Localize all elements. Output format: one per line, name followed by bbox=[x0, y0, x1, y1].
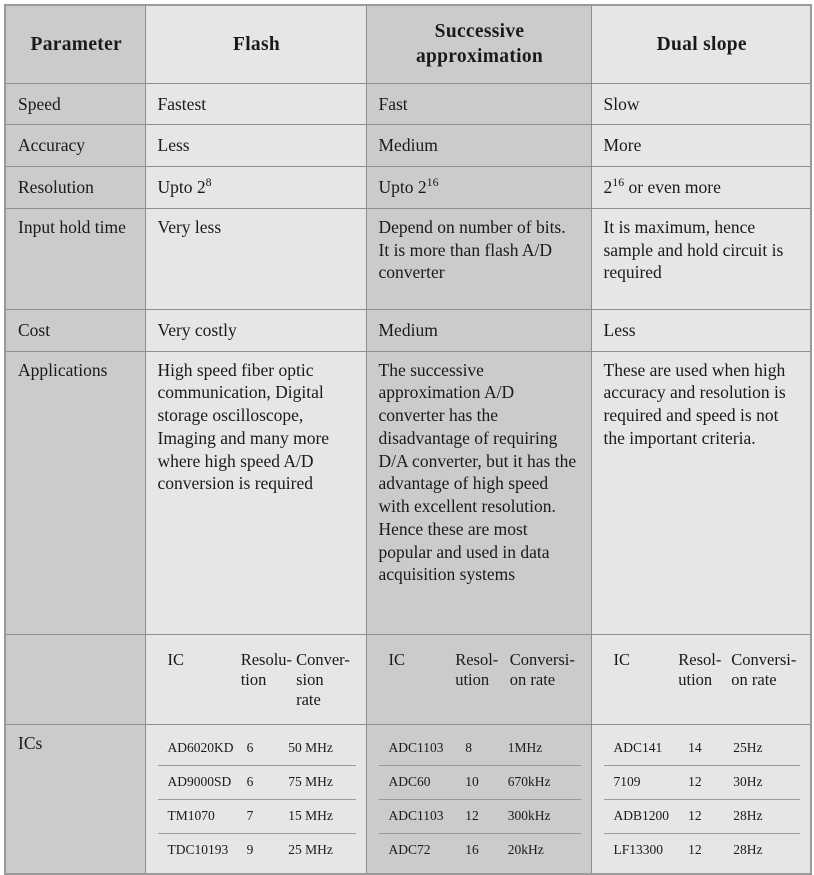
resolution-successive-base: Upto 2 bbox=[378, 177, 427, 198]
ic-conversion-rate: 20kHz bbox=[504, 833, 581, 866]
ic-name: TDC10193 bbox=[158, 833, 241, 866]
cell-input-hold-time-flash: Very less bbox=[145, 208, 366, 309]
ic-resolution: 12 bbox=[682, 765, 729, 799]
row-label-applications: Applications bbox=[5, 351, 145, 634]
ic-subheader-flash-resolution: Resolu- tion bbox=[240, 649, 293, 689]
ic-resolution: 7 bbox=[241, 799, 285, 833]
table-row-accuracy bbox=[5, 125, 811, 167]
ic-resolution: 8 bbox=[465, 740, 473, 756]
cell-resolution-successive bbox=[366, 167, 591, 209]
ic-subheader-row bbox=[5, 634, 811, 724]
ic-conversion-rate: 75 MHz bbox=[284, 765, 355, 799]
ic-name: ADC141 bbox=[613, 740, 663, 756]
ic-resolution: 6 bbox=[246, 740, 254, 756]
ic-name: ADC60 bbox=[379, 765, 460, 799]
ic-resolution: 12 bbox=[459, 799, 503, 833]
cell-cost-flash: Very costly bbox=[145, 309, 366, 351]
ic-resolution: 12 bbox=[682, 799, 729, 833]
ic-subheader-blank bbox=[5, 634, 145, 724]
ic-resolution: 14 bbox=[688, 740, 702, 756]
header-parameter: Parameter bbox=[5, 5, 145, 83]
table-row bbox=[604, 732, 801, 765]
table-row bbox=[604, 765, 801, 799]
ic-subheader-dual bbox=[591, 634, 811, 724]
cell-accuracy-dual: More bbox=[591, 125, 811, 167]
table-row bbox=[604, 799, 801, 833]
table-row-resolution bbox=[5, 167, 811, 209]
table-row-speed bbox=[5, 83, 811, 125]
ic-conversion-rate: 30Hz bbox=[729, 765, 800, 799]
ic-name: TM1070 bbox=[158, 799, 241, 833]
table-row-ics bbox=[5, 725, 811, 875]
ic-resolution: 10 bbox=[459, 765, 503, 799]
ic-subheader-successive bbox=[366, 634, 591, 724]
header-successive-approximation: Successive approximation bbox=[366, 5, 591, 83]
cell-applications-dual: These are used when high accuracy and resolution is required and speed is not the important criteria. bbox=[591, 351, 811, 634]
ic-subheader-flash bbox=[145, 634, 366, 724]
table-row bbox=[379, 732, 581, 765]
row-label-ics: ICs bbox=[5, 725, 145, 875]
ic-list-dual bbox=[591, 725, 811, 875]
cell-accuracy-successive: Medium bbox=[366, 125, 591, 167]
cell-applications-flash: High speed fiber optic communication, Digital storage oscilloscope, Imaging and many more where high speed A/D conversion is required bbox=[145, 351, 366, 634]
table-row-cost bbox=[5, 309, 811, 351]
table-row bbox=[158, 765, 356, 799]
ic-resolution: 6 bbox=[241, 765, 285, 799]
header-flash: Flash bbox=[145, 5, 366, 83]
ic-resolution: 16 bbox=[459, 833, 503, 866]
table-row-applications bbox=[5, 351, 811, 634]
cell-resolution-flash bbox=[145, 167, 366, 209]
ic-name: ADC72 bbox=[379, 833, 460, 866]
ic-subheader-dual-ic: IC bbox=[613, 649, 630, 669]
table-row-input-hold-time bbox=[5, 208, 811, 309]
table-row bbox=[379, 799, 581, 833]
row-label-accuracy: Accuracy bbox=[5, 125, 145, 167]
table-row bbox=[379, 833, 581, 866]
cell-speed-flash: Fastest bbox=[145, 83, 366, 125]
ic-conversion-rate: 1MHz bbox=[507, 740, 543, 756]
ic-resolution: 9 bbox=[241, 833, 285, 866]
ic-conversion-rate: 50 MHz bbox=[288, 740, 333, 756]
table-row bbox=[158, 833, 356, 866]
cell-speed-successive: Fast bbox=[366, 83, 591, 125]
ic-list-flash bbox=[145, 725, 366, 875]
ic-subheader-dual-rate: Conversi- on rate bbox=[731, 649, 797, 689]
resolution-dual-base: 2 bbox=[603, 177, 613, 198]
ic-subheader-successive-ic: IC bbox=[388, 649, 405, 669]
ic-name: LF13300 bbox=[604, 833, 683, 866]
row-label-cost: Cost bbox=[5, 309, 145, 351]
ic-name: AD6020KD bbox=[167, 740, 234, 756]
ic-list-successive bbox=[366, 725, 591, 875]
resolution-dual-suffix: or even more bbox=[624, 177, 721, 198]
adc-comparison-table bbox=[4, 4, 812, 875]
row-label-input-hold-time: Input hold time bbox=[5, 208, 145, 309]
ic-name: 7109 bbox=[604, 765, 683, 799]
cell-resolution-dual bbox=[591, 167, 811, 209]
table-row bbox=[379, 765, 581, 799]
header-dual-slope: Dual slope bbox=[591, 5, 811, 83]
resolution-successive-exponent: 16 bbox=[426, 175, 439, 190]
ic-conversion-rate: 28Hz bbox=[729, 799, 800, 833]
cell-speed-dual: Slow bbox=[591, 83, 811, 125]
cell-cost-successive: Medium bbox=[366, 309, 591, 351]
table-header-row bbox=[5, 5, 811, 83]
cell-applications-successive: The successive approximation A/D converter has the disadvantage of requiring D/A converter, but it has the advantage of high speed with excellent resolution. Hence these are most popular and used in data acquisition systems bbox=[366, 351, 591, 634]
ic-name: ADC1103 bbox=[379, 799, 460, 833]
resolution-flash-base: Upto 2 bbox=[157, 177, 206, 198]
ic-subheader-flash-rate: Conver- sion rate bbox=[296, 649, 350, 709]
cell-input-hold-time-successive: Depend on number of bits. It is more than flash A/D converter bbox=[366, 208, 591, 309]
ic-conversion-rate: 670kHz bbox=[504, 765, 581, 799]
ic-resolution: 12 bbox=[682, 833, 729, 866]
ic-conversion-rate: 15 MHz bbox=[284, 799, 355, 833]
ic-conversion-rate: 28Hz bbox=[729, 833, 800, 866]
table-row bbox=[158, 799, 356, 833]
ic-conversion-rate: 300kHz bbox=[504, 799, 581, 833]
ic-subheader-flash-ic: IC bbox=[167, 649, 184, 669]
cell-input-hold-time-dual: It is maximum, hence sample and hold circuit is required bbox=[591, 208, 811, 309]
row-label-resolution: Resolution bbox=[5, 167, 145, 209]
ic-subheader-successive-resolution: Resol- ution bbox=[455, 649, 499, 689]
ic-name: ADB1200 bbox=[604, 799, 683, 833]
ic-subheader-successive-rate: Conversi- on rate bbox=[509, 649, 575, 689]
table-row bbox=[158, 732, 356, 765]
resolution-dual-exponent: 16 bbox=[612, 175, 625, 190]
table-row bbox=[604, 833, 801, 866]
ic-name: ADC1103 bbox=[388, 740, 444, 756]
ic-conversion-rate: 25Hz bbox=[733, 740, 763, 756]
row-label-speed: Speed bbox=[5, 83, 145, 125]
ic-name: AD9000SD bbox=[158, 765, 241, 799]
ic-subheader-dual-resolution: Resol- ution bbox=[678, 649, 722, 689]
resolution-flash-exponent: 8 bbox=[205, 175, 212, 190]
cell-cost-dual: Less bbox=[591, 309, 811, 351]
ic-conversion-rate: 25 MHz bbox=[284, 833, 355, 866]
cell-accuracy-flash: Less bbox=[145, 125, 366, 167]
